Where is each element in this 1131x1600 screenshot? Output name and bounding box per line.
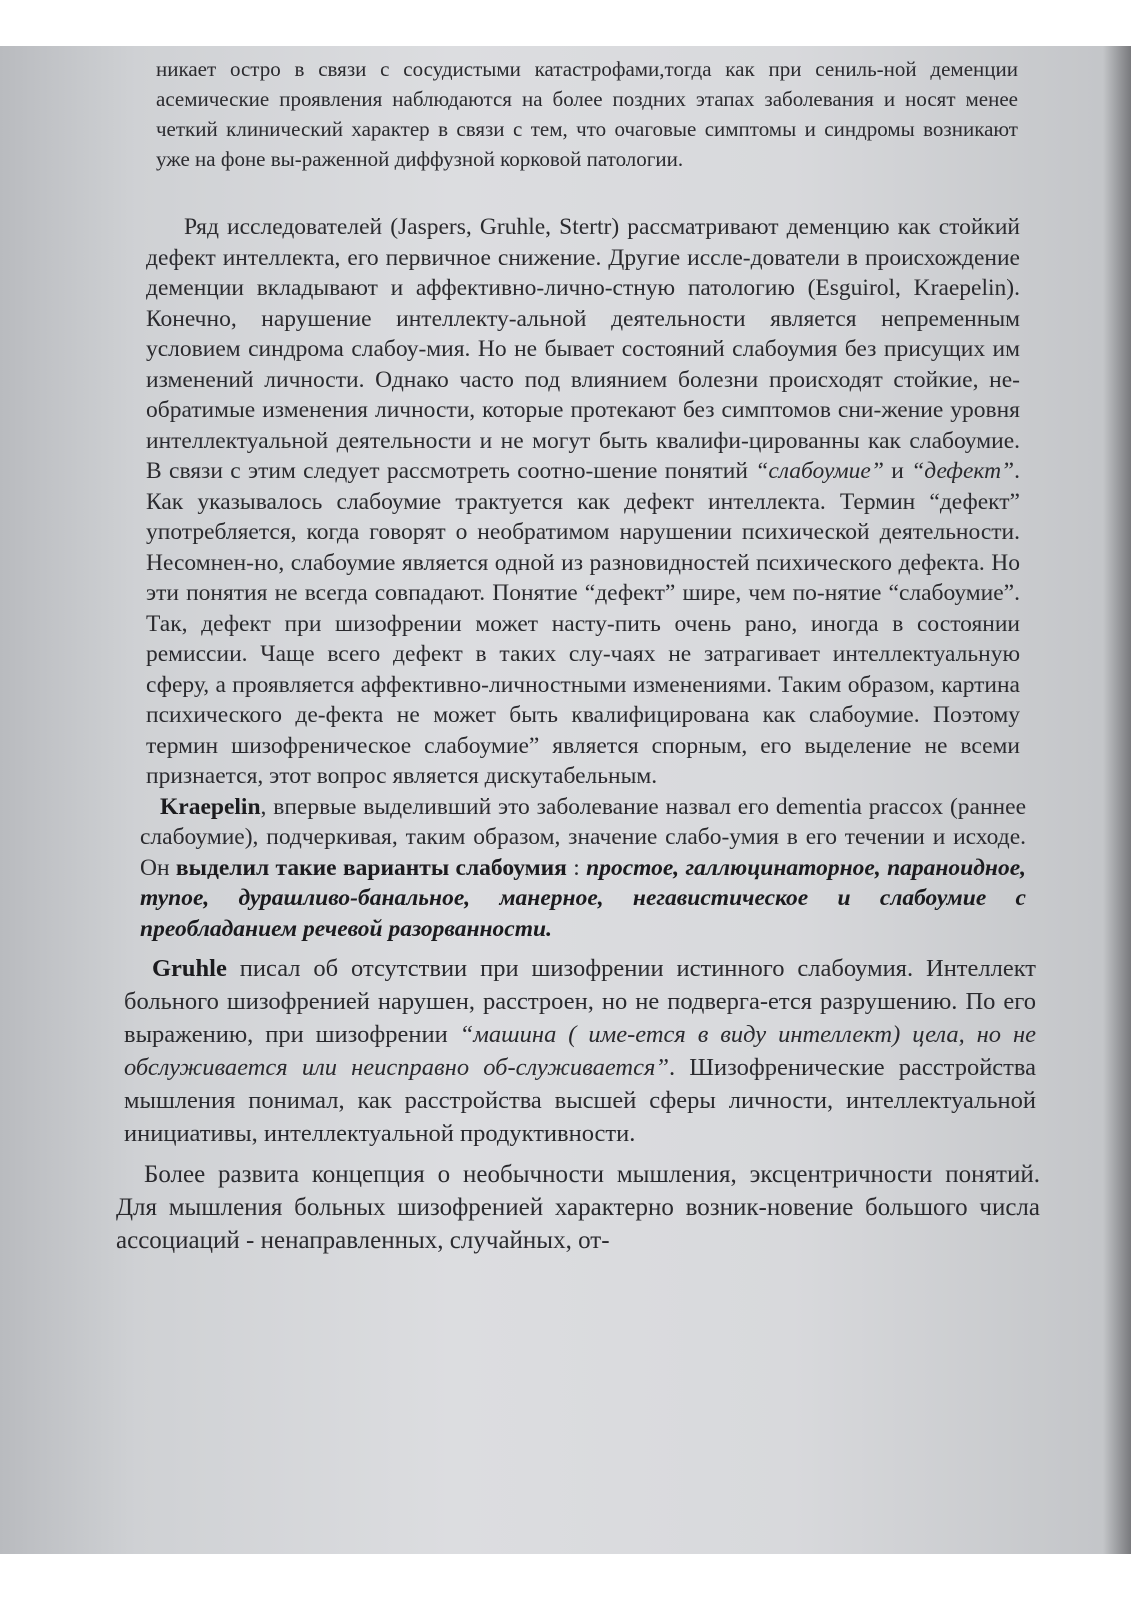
paragraph-5: Более развита концепция о необычности мышления, эксцентричности понятий. Для мышления больных шизофренией характерно возник-новение большого числа ассоциаций - ненаправленных, случайных, от- [116,1161,1040,1254]
paragraph-1: никает остро в связи с сосудистыми катастрофами,тогда как при сениль-ной деменции асемические проявления наблюдаются на более поздних этапах заболевания и носят менее четкий клинический характер в связи с тем, что очаговые симптомы и синдромы возникают уже на фоне вы-раженной диффузной корковой патологии. [156,57,1018,171]
paragraph-4-text-b: . Шизофренические расстройства мышления понимал, как расстройства высшей сферы личности, интеллектуальной инициативы, интеллектуальной продуктивности. [124,1054,1037,1147]
term-defekt: “дефект” [911,458,1015,484]
paragraph-2-text-b: . Как указывалось слабоумие трактуется как дефект интеллекта. Термин “дефект” употребляется, когда говорят о необратимом нарушении психической деятельности. Несомнен-но, слабоумие является одной из разновидностей психического дефекта. Но эти понятия не всегда совпадают. Понятие “дефект” шире, чем по-нятие “слабоумие”. Так, дефект при шизофрении может насту-пить очень рано, иногда в состоянии ремиссии. Чаще всего дефект в таких слу-чаях не затрагивает интеллектуальную сферу, а проявляется аффективно-личностными изменениями. Таким образом, картина психического де-фекта не может быть квалифицирована как слабоумие. Поэтому термин шизофреническое слабоумие” является спорным, его выделение не всеми признается, этот вопрос является дискутабельным. [146,458,1021,789]
conjunction: и [891,458,904,484]
variants-list: простое, галлюцинаторное, параноидное, тупое, дурашливо-банальное, манерное, негавистическое и слабоумие с преобладанием речевой разорванности. [140,854,1027,942]
paragraph-2-text-a: Ряд исследователей (Jaspers, Gruhle, Stertr) рассматривают деменцию как стойкий дефект интеллекта, его первичное снижение. Другие иссле-дователи в происхождение деменции вкладывают и аффективно-лично-стную патологию (Esguirol, Kraepelin). Конечно, нарушение интеллекту-альной деятельности является непременным условием синдрома слабоу-мия. Но не бывает состояний слабоумия без присущих им изменений личности. Однако часто под влиянием болезни происходят стойкие, не-обратимые изменения личности, которые протекают без симптомов сни-жение уровня интеллектуальной деятельности и не могут быть квалифи-цированны как слабоумие. В связи с этим следует рассмотреть соотно-шение понятий [146,214,1020,484]
paragraph-4 [116,952,1046,1150]
document-text [116,46,1046,1257]
paragraph-3-text-a: , впервые выделивший это заболевание назвал его dementia praccox (раннее слабоумие), подчеркивая, таким образом, значение слабо-умия в его течении и исходе. Он [140,793,1026,881]
term-slaboumie: “слабоумие” [755,458,884,484]
variants-lead: выделил такие варианты слабоумия [175,854,567,881]
author-kraepelin: Kraepelin [160,793,261,820]
paragraph-3 [116,792,1046,945]
photographed-page [0,46,1131,1554]
machine-quote: “машина ( име-ется в виду интеллект) цела, но не обслуживается или неисправно об-служивается” [124,1021,1036,1081]
colon: : [566,854,580,881]
author-gruhle: Gruhle [152,955,227,982]
paragraph-4-text-a: писал об отсутствии при шизофрении истинного слабоумия. Интеллект больного шизофренией нарушен, расстроен, но не подверга-ется разрушению. По его выражению, при шизофрении [124,955,1036,1048]
paragraph-2 [116,212,1046,792]
